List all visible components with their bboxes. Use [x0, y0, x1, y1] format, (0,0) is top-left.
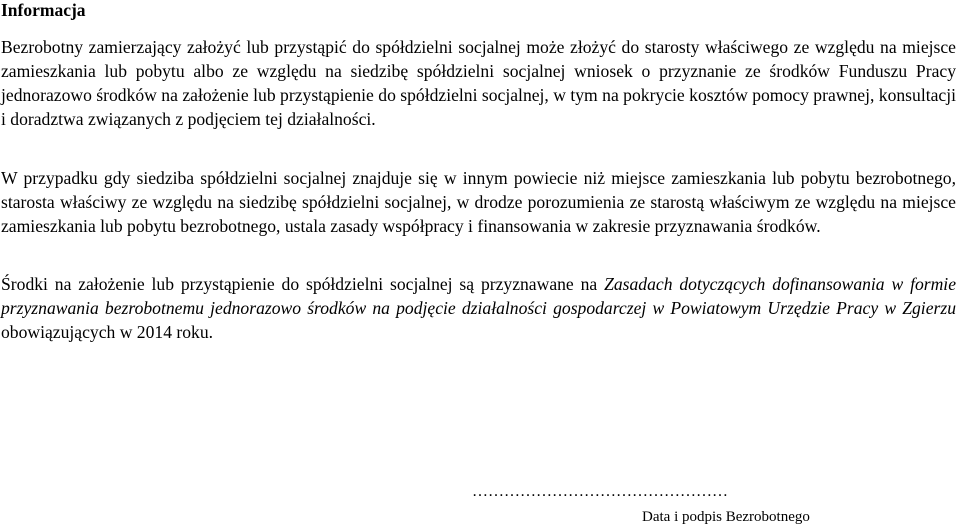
signature-label: Data i podpis Bezrobotnego — [642, 509, 810, 525]
paragraph-funding-rules — [1, 272, 956, 344]
paragraph-eligibility: Bezrobotny zamierzający założyć lub przystąpić do spółdzielni socjalnej może złożyć do starosty właściwego ze względu na miejsce zamieszkania lub pobytu albo ze względu na siedzibę spółdzielni socjalnej wniosek o przyznanie ze środków Funduszu Pracy jednorazowo środków na założenie lub przystąpienie do spółdzielni socjalnej, w tym na pokrycie kosztów pomocy prawnej, konsultacji i doradztwa związanych z podjęciem tej działalności. — [1, 37, 956, 129]
document-heading: Informacja — [1, 0, 86, 20]
paragraph-funding-lead: Środki na założenie lub przystąpienie do spółdzielni socjalnej są przyznawane na — [1, 274, 605, 294]
paragraph-funding-rules-title: Zasadach dotyczących dofinansowania w formie przyznawania bezrobotnemu jednorazowo środków na podjęcie działalności gospodarczej w Powiatowym Urzędzie Pracy w Zgierzu — [1, 274, 956, 318]
paragraph-funding-tail: obowiązujących w 2014 roku. — [1, 322, 214, 342]
signature-line: ………………………………………… — [472, 483, 728, 500]
paragraph-cooperation: W przypadku gdy siedziba spółdzielni socjalnej znajduje się w innym powiecie niż miejsce zamieszkania lub pobytu bezrobotnego, starosta właściwy ze względu na siedzibę spółdzielni socjalnej, w drodze porozumienia ze starostą właściwym ze względu na miejsce zamieszkania lub pobytu bezrobotnego, ustala zasady współpracy i finansowania w zakresie przyznawania środków. — [1, 168, 956, 236]
